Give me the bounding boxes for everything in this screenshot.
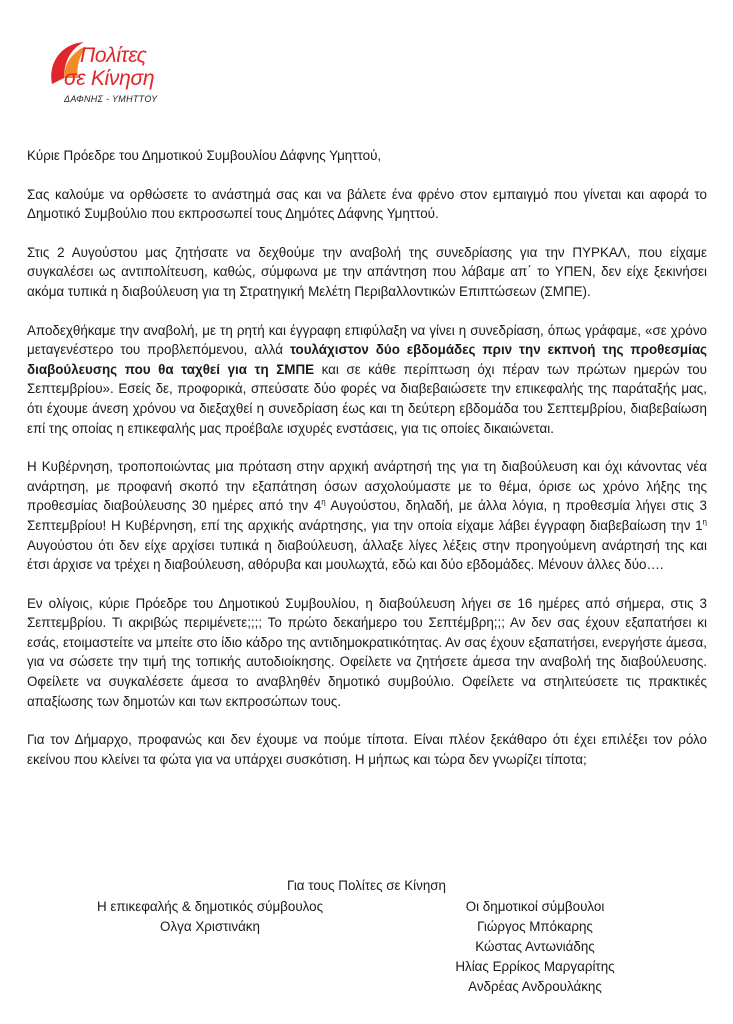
paragraph-4-text-b: Αυγούστου, δηλαδή, με άλλα λόγια, η προθεσμία λήγει στις 3 Σεπτεμβρίου! Η Κυβέρνηση, επί της αρχικής ανάρτησης, για την οποία είχαμε λάβει έγγραφη διαβεβαίωση την 1: [27, 498, 707, 533]
signature-left-name: Ολγα Χριστινάκη: [160, 919, 260, 934]
superscript-1: η: [321, 497, 326, 507]
logo-line-3: ΔΑΦΝΗΣ - ΥΜΗΤΤΟΥ: [64, 94, 158, 104]
paragraph-4-text-a: Η Κυβέρνηση, τροποποιώντας μια πρόταση στην αρχική ανάρτησή της για τη διαβούλευση και όχι κάνοντας νέα ανάρτηση, με προφανή σκοπό την εξαπάτηση όσων ασχολούμαστε με το θέμα, όρισε ως χρόνο λήξης της προθεσμίας διαβούλευσης 30 ημέρες από την 4: [27, 459, 707, 514]
paragraph-3: [27, 321, 707, 439]
signature-left: [55, 897, 365, 937]
paragraph-1: Σας καλούμε να ορθώσετε το ανάστημά σας και να βάλετε ένα φρένο στον εμπαιγμό που γίνεται και αφορά το Δημοτικό Συμβούλιο που εκπροσωπεί τους Δημότες Δάφνης Υμηττού.: [27, 186, 707, 222]
logo-line-2: σε Κίνηση: [64, 67, 155, 90]
signature-right-name: Γιώργος Μπόκαρης: [477, 919, 593, 934]
signature-right-role: Οι δημοτικοί σύμβουλοι: [465, 899, 605, 914]
letter-body: [27, 146, 707, 788]
paragraph-2: Στις 2 Αυγούστου μας ζητήσατε να δεχθούμε την αναβολή της συνεδρίασης για την ΠΥΡΚΑΛ, που είχαμε συγκαλέσει ως αντιπολίτευση, καθώς, σύμφωνα με την απάντηση που λάβαμε απ΄ το ΥΠΕΝ, δεν είχε ξεκινήσει ακόμα τυπικά η διαβούλευση για τη Στρατηγική Μελέτη Περιβαλλοντικών Επιπτώσεων (ΣΜΠΕ).: [27, 244, 707, 299]
signature-right-name: Ηλίας Ερρίκος Μαργαρίτης: [455, 959, 615, 974]
signature-header: Για τους Πολίτες σε Κίνηση: [287, 878, 446, 893]
paragraph-4-text-c: Αυγούστου ότι δεν είχε αρχίσει τυπικά η διαβούλευση, άλλαξε λίγες λέξεις στην προηγούμενη ανάρτησή της και έτσι άρχισε να τρέχει η διαβούλευση, αθόρυβα και μουλωχτά, εδώ και δύο εβδομάδες. Μένουν άλλες δύο….: [27, 537, 707, 573]
paragraph-5: Εν ολίγοις, κύριε Πρόεδρε του Δημοτικού Συμβουλίου, η διαβούλευση λήγει σε 16 ημέρες από σήμερα, στις 3 Σεπτεμβρίου. Τι ακριβώς περιμένετε;;;; Το πρώτο δεκαήμερο του Σεπτέμβρη;;; Αν δεν σας έχουν εξαπατήσει κι εσάς, ετοιμαστείτε να μπείτε στο ίδιο κάδρο της αντιδημοκρατικότητας. Αν σας έχουν εξαπατήσει, ενεργήστε άμεσα, για να σώσετε την τιμή της τοπικής αυτοδιοίκησης. Οφείλετε να ζητήσετε άμεσα την αναβολή της διαβούλευσης. Οφείλετε να συγκαλέσετε άμεσα το αναβληθέν δημοτικό συμβούλιο. Οφείλετε να στηλιτεύσετε τις πρακτικές απαξίωσης των δημοτών και των εκπροσώπων τους.: [27, 595, 707, 709]
paragraph-4: [27, 457, 707, 575]
signature-right-name: Κώστας Αντωνιάδης: [475, 939, 595, 954]
paragraph-3-text-a: Αποδεχθήκαμε την αναβολή, με τη ρητή και έγγραφη επιφύλαξη να γίνει η συνεδρίαση, όπως γράφαμε, «σε χρόνο μεταγενέστερο του προβλεπόμενου, αλλά: [27, 322, 707, 358]
signature-left-role: Η επικεφαλής & δημοτικός σύμβουλος: [96, 899, 324, 914]
paragraph-3-bold: τουλάχιστον δύο εβδομάδες πριν την εκπνοή της προθεσμίας διαβούλευσης που θα ταχθεί για τη ΣΜΠΕ: [27, 342, 708, 377]
paragraph-3-text-b: και σε κάθε περίπτωση όχι πέραν των πρώτων ημερών του Σεπτεμβρίου». Εσείς δε, προφορικά, σπεύσατε δύο φορές να διαβεβαιώσετε την επικεφαλής της παράταξής μας, ότι έχουμε άνεση χρόνου να διεξαχθεί η συνεδρίαση έως και τη δεύτερη εβδομάδα του Σεπτεμβρίου, διαβεβαίωση επί της οποίας η επικεφαλής μας προέβαλε ισχυρές ενστάσεις, για τις οποίες δικαιώνεται.: [27, 361, 707, 436]
superscript-2: η: [702, 517, 707, 527]
signature-right: [390, 897, 680, 997]
salutation: Κύριε Πρόεδρε του Δημοτικού Συμβουλίου Δάφνης Υμηττού,: [27, 148, 382, 163]
party-logo: [38, 34, 178, 114]
paragraph-6: Για τον Δήμαρχο, προφανώς και δεν έχουμε να πούμε τίποτα. Είναι πλέον ξεκάθαρο ότι έχει επιλέξει τον ρόλο εκείνου που κλείνει τα φώτα για να υπάρχει συσκότιση. Η μήπως και τώρα δεν γνωρίζει τίποτα;: [27, 732, 707, 767]
logo-line-1: Πολίτες: [80, 44, 147, 67]
signature-right-name: Ανδρέας Ανδρουλάκης: [468, 979, 602, 994]
